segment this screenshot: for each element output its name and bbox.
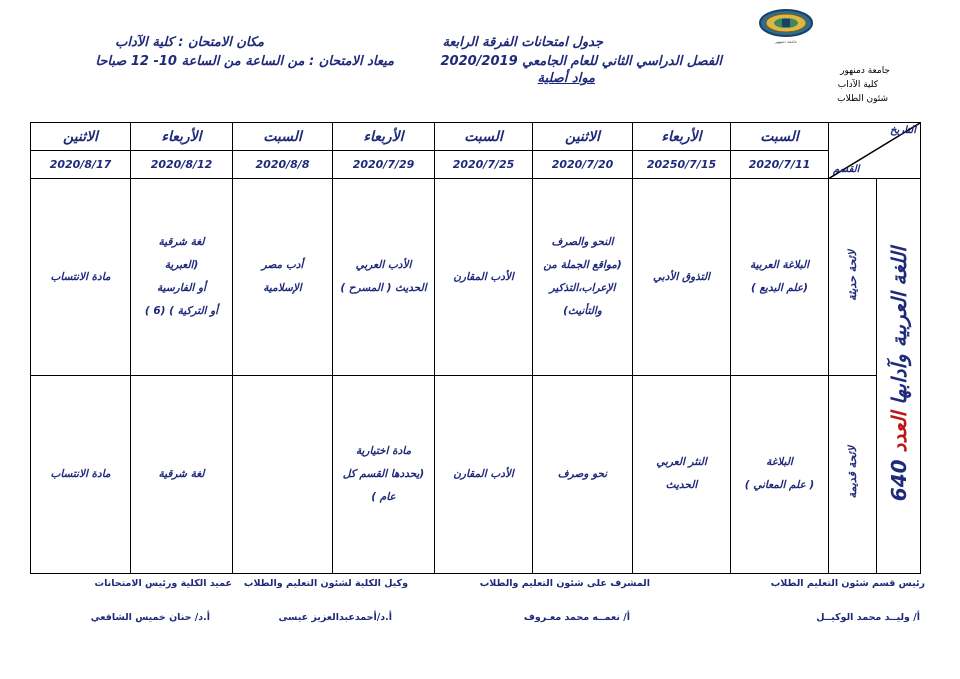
day-header: السبت (435, 123, 533, 151)
day-header: الاثنين (533, 123, 633, 151)
day-header: الأربعاء (333, 123, 435, 151)
subject-cell: الأدب العربي الحديث ( المسرح ) (333, 179, 435, 375)
date-header: 2020/8/8 (233, 151, 333, 179)
university-logo (742, 8, 830, 50)
date-header: 2020/7/11 (731, 151, 829, 179)
exam-schedule-table (30, 122, 921, 574)
signature-name: أ.د/أحمدعبدالعزيز عيسى (278, 612, 392, 623)
logo-caption: جامعة دمنهور (774, 39, 798, 44)
signature-title: رئيس قسم شئون التعليم الطلاب (770, 578, 925, 589)
subject-cell: النثر العربي الحديث (633, 375, 731, 573)
department-count-label: العدد (886, 411, 911, 453)
signature-name: أ/ نعمــه محمد معـروف (523, 612, 630, 623)
faculty-name: كلية الآداب (837, 80, 878, 90)
schedule-title: جدول امتحانات الفرقة الرابعة (442, 35, 603, 50)
subject-cell (233, 375, 333, 573)
semester-line: الفصل الدراسي الثاني للعام الجامعي 2020/2019 (440, 54, 722, 69)
date-header: 2020/7/20 (533, 151, 633, 179)
corner-date-label: التاريخ (890, 125, 916, 136)
subject-cell: التذوق الأدبي (633, 179, 731, 375)
day-header: السبت (731, 123, 829, 151)
date-header: 2020/7/25 (435, 151, 533, 179)
exam-time: ميعاد الامتحان : من الساعة من الساعة 10- 12 صباحا (95, 54, 394, 69)
signature-title: وكيل الكلية لشئون التعليم والطلاب (243, 578, 408, 589)
subject-cell: مادة اختيارية (يحددها القسم كل عام ) (333, 375, 435, 573)
date-header: 20250/7/15 (633, 151, 731, 179)
subject-cell: لغة شرقية (العبرية أو الفارسية أو التركية ) (6 ) (131, 179, 233, 375)
department-cell (877, 179, 921, 574)
department-count: 640 (886, 459, 911, 502)
regime-label: لائحة قديمة (846, 446, 859, 499)
signature-title: عميد الكلية ورئيس الامتحانات (94, 578, 232, 589)
day-header: الأربعاء (131, 123, 233, 151)
day-header: الأربعاء (633, 123, 731, 151)
day-header: الاثنين (31, 123, 131, 151)
table-corner (829, 123, 921, 179)
signature-name: أ/ وليــد محمد الوكيــل (816, 612, 920, 623)
regime-cell (829, 375, 877, 573)
subject-cell: البلاغة ( علم المعاني ) (731, 375, 829, 573)
schedule-subtitle: مواد أصلية (537, 71, 595, 86)
date-header: 2020/8/12 (131, 151, 233, 179)
subject-cell: البلاغة العربية (علم البديع ) (731, 179, 829, 375)
subject-cell: مادة الانتساب (31, 179, 131, 375)
day-header: السبت (233, 123, 333, 151)
exam-place: مكان الامتحان : كلية الآداب (115, 35, 264, 50)
subject-cell: أدب مصر الإسلامية (233, 179, 333, 375)
subject-cell: الأدب المقارن (435, 179, 533, 375)
date-header: 2020/7/29 (333, 151, 435, 179)
department-name: اللغة العربية وآدابها (886, 247, 911, 405)
office-name: شئون الطلاب (837, 94, 888, 104)
signature-name: أ.د/ حنان خميس الشافعي (90, 612, 210, 623)
subject-cell: النحو والصرف (مواقع الجملة من الإعراب،التذكير والتأنيث) (533, 179, 633, 375)
university-name: جامعة دمنهور (840, 66, 890, 76)
subject-cell: مادة الانتساب (31, 375, 131, 573)
regime-cell (829, 179, 877, 375)
date-header: 2020/8/17 (31, 151, 131, 179)
subject-cell: لغة شرقية (131, 375, 233, 573)
corner-dept-label: القسم (833, 164, 860, 176)
department-label (887, 247, 911, 501)
subject-cell: الأدب المقارن (435, 375, 533, 573)
subject-cell: نحو وصرف (533, 375, 633, 573)
signature-title: المشرف على شئون التعليم والطلاب (479, 578, 650, 589)
regime-label: لائحة حديثة (846, 249, 859, 301)
